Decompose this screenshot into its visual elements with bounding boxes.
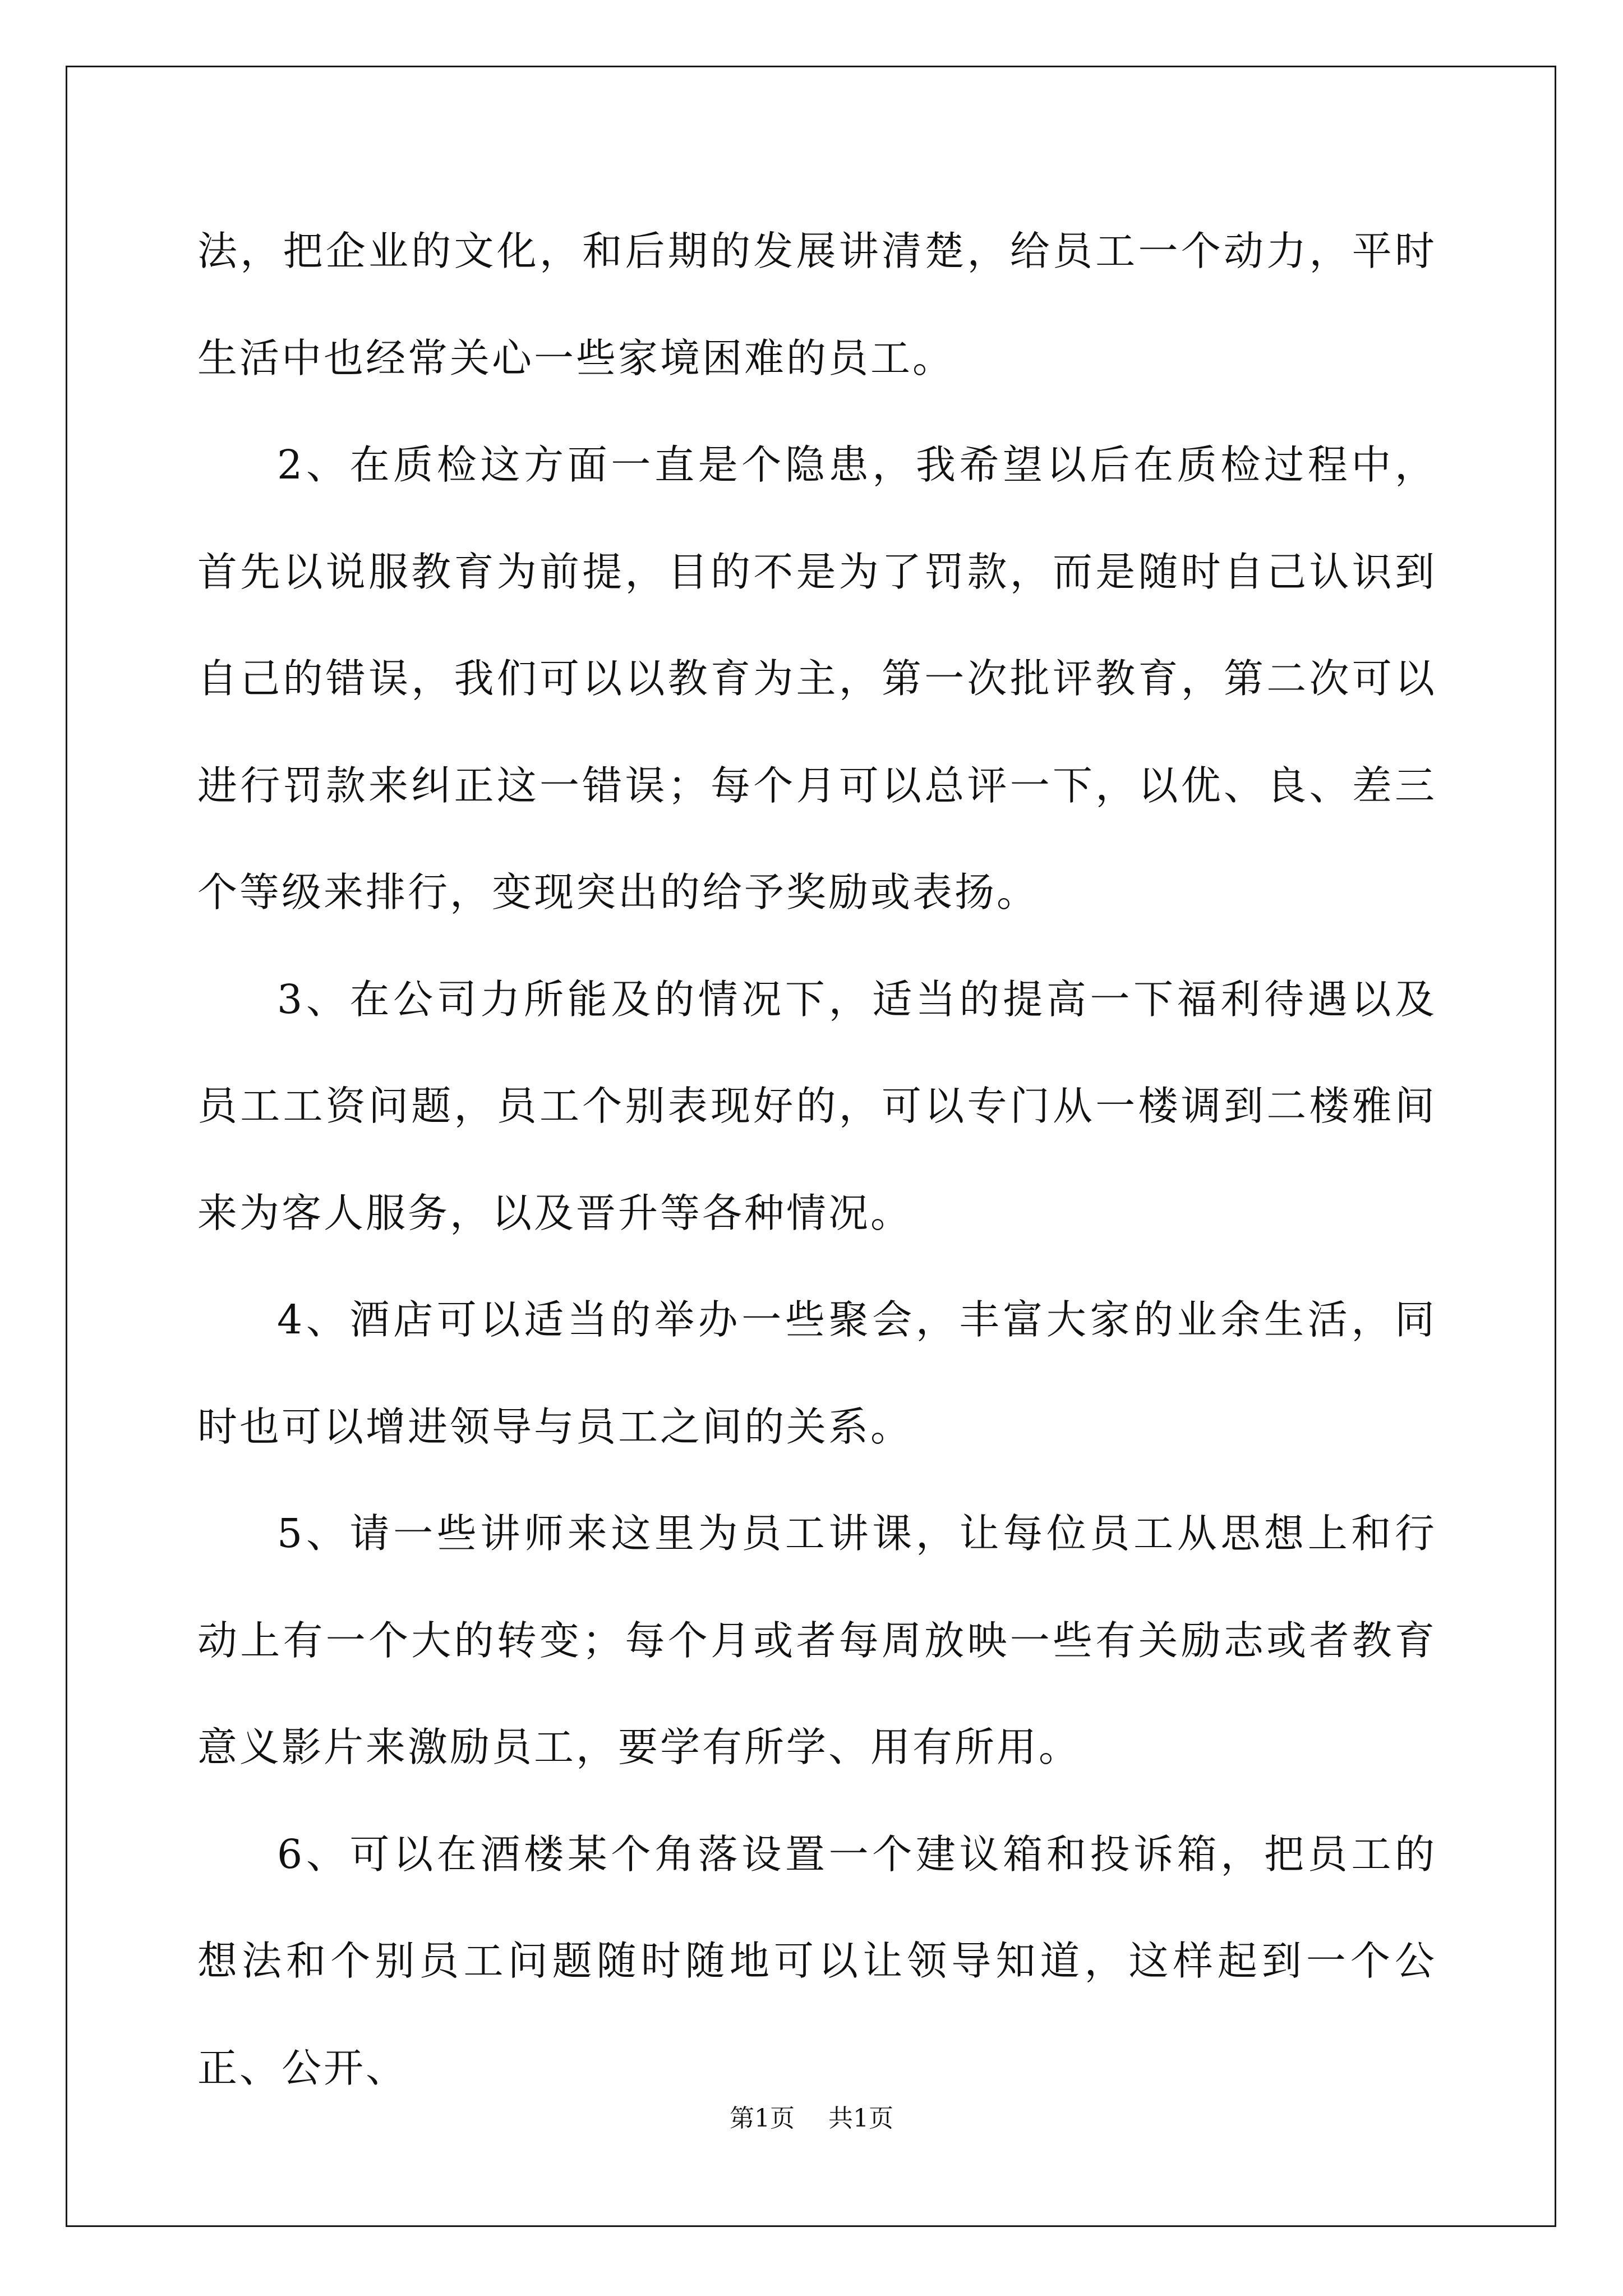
page-total: 共1页 — [828, 2104, 893, 2133]
paragraph-item-3: 3、在公司力所能及的情况下，适当的提高一下福利待遇以及员工工资问题，员工个别表现好的，可以专门从一楼调到二楼雅间来为客人服务，以及晋升等各种情况。 — [197, 976, 1437, 1236]
paragraph-item-2: 2、在质检这方面一直是个隐患，我希望以后在质检过程中，首先以说服教育为前提，目的不是为了罚款，而是随时自己认识到自己的错误，我们可以以教育为主，第一次批评教育，第二次可以进行罚款来纠正这一错误；每个月可以总评一下，以优、良、差三个等级来排行，变现突出的给予奖励或表扬。 — [197, 441, 1437, 915]
paragraph-item-5: 5、请一些讲师来这里为员工讲课，让每位员工从思想上和行动上有一个大的转变；每个月或者每周放映一些有关励志或者教育意义影片来激励员工，要学有所学、用有所用。 — [197, 1510, 1437, 1770]
page-number: 第1页 — [730, 2104, 795, 2133]
paragraph-continuation: 法，把企业的文化，和后期的发展讲清楚，给员工一个动力，平时生活中也经常关心一些家境困难的员工。 — [197, 228, 1437, 381]
document-body — [197, 198, 1437, 2122]
page-footer — [0, 2098, 1623, 2134]
paragraph-item-4: 4、酒店可以适当的举办一些聚会，丰富大家的业余生活，同时也可以增进领导与员工之间的关系。 — [197, 1296, 1437, 1450]
paragraph-item-6: 6、可以在酒楼某个角落设置一个建议箱和投诉箱，把员工的想法和个别员工问题随时随地可以让领导知道，这样起到一个公正、公开、 — [197, 1830, 1437, 2091]
